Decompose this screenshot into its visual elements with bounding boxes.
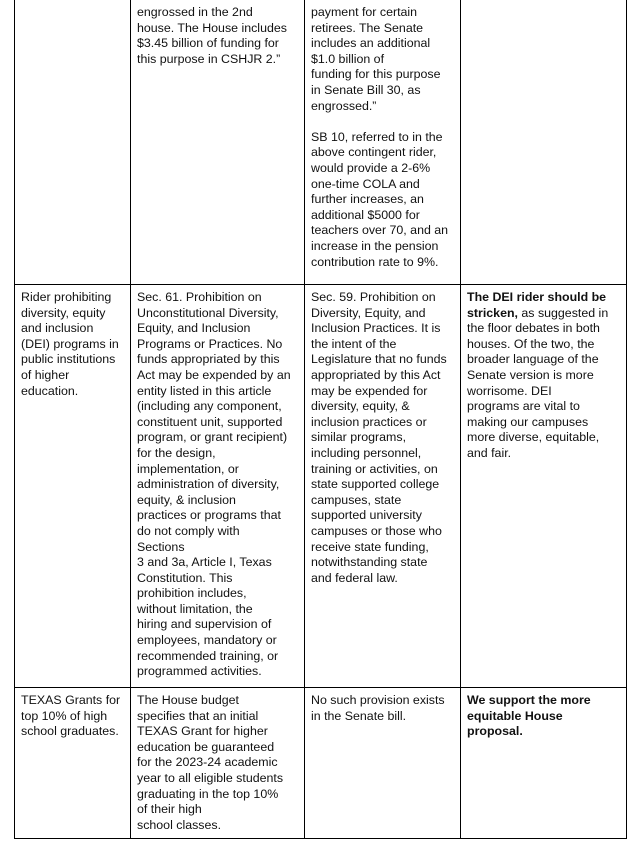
senate-version-cell bbox=[305, 688, 461, 839]
recommendation-text: as suggested in the floor debates in both houses. Of the two, the broader language of the Senate version is more worrisome. DEI programs are vital to making our campuses more diverse, equitable, and fair. bbox=[467, 305, 609, 460]
recommendation-cell bbox=[461, 688, 627, 839]
senate-version-text: payment for certain retirees. The Senate includes an additional $1.0 billion of funding for this purpose in Senate Bill 30, as engrossed.” SB 10, referred to in the above contingent rider, would provide a 2-6% one-time COLA and further increases, an additional $5000 for teachers over 70, and an increase in the pension contribution rate to 9%. bbox=[311, 5, 449, 269]
senate-version-cell bbox=[305, 285, 461, 688]
recommendation-bold-text: We support the more equitable House proposal. bbox=[467, 693, 591, 739]
row-topic-text: Rider prohibiting diversity, equity and inclusion (DEI) programs in public institutions of higher education. bbox=[21, 290, 119, 398]
house-version-cell bbox=[131, 688, 305, 839]
house-version-text: engrossed in the 2nd house. The House includes $3.45 billion of funding for this purpose in CSHJR 2.” bbox=[137, 5, 287, 66]
recommendation-cell bbox=[461, 285, 627, 688]
house-version-cell bbox=[131, 285, 305, 688]
house-version-cell bbox=[131, 0, 305, 285]
table-row bbox=[15, 688, 627, 839]
row-topic-cell bbox=[15, 688, 131, 839]
row-topic-text: TEXAS Grants for top 10% of high school graduates. bbox=[21, 693, 121, 739]
table-row bbox=[15, 285, 627, 688]
senate-version-text: Sec. 59. Prohibition on Diversity, Equity, and Inclusion Practices. It is the intent of the Legislature that no funds appropriated by this Act may be expended for diversity, equity, & inclusion practices or similar programs, including personnel, training or activities, on state supported college campuses, state supported university campuses or those who receive state funding, notwithstanding state and federal law. bbox=[311, 290, 447, 585]
senate-version-text: No such provision exists in the Senate bill. bbox=[311, 693, 445, 723]
row-topic-cell bbox=[15, 0, 131, 285]
recommendation-cell bbox=[461, 0, 627, 285]
budget-comparison-table bbox=[14, 0, 627, 839]
table-row bbox=[15, 0, 627, 285]
house-version-text: The House budget specifies that an initial TEXAS Grant for higher education be guaranteed for the 2023-24 academic year to all eligible students graduating in the top 10% of their high school classes. bbox=[137, 693, 284, 832]
row-topic-cell bbox=[15, 285, 131, 688]
recommendation-bold-text: The DEI rider should be stricken, bbox=[467, 290, 607, 320]
house-version-text: Sec. 61. Prohibition on Unconstitutional Diversity, Equity, and Inclusion Programs or Practices. No funds appropriated by this Act may be expended by an entity listed in this article (including any component, constituent unit, supported program, or grant recipient) for the design, implementation, or administration of diversity, equity, & inclusion practices or programs that do not comply with Sections 3 and 3a, Article I, Texas Constitution. This prohibition includes, without limitation, the hiring and supervision of employees, mandatory or recommended training, or programmed activities. bbox=[137, 290, 291, 679]
senate-version-cell bbox=[305, 0, 461, 285]
